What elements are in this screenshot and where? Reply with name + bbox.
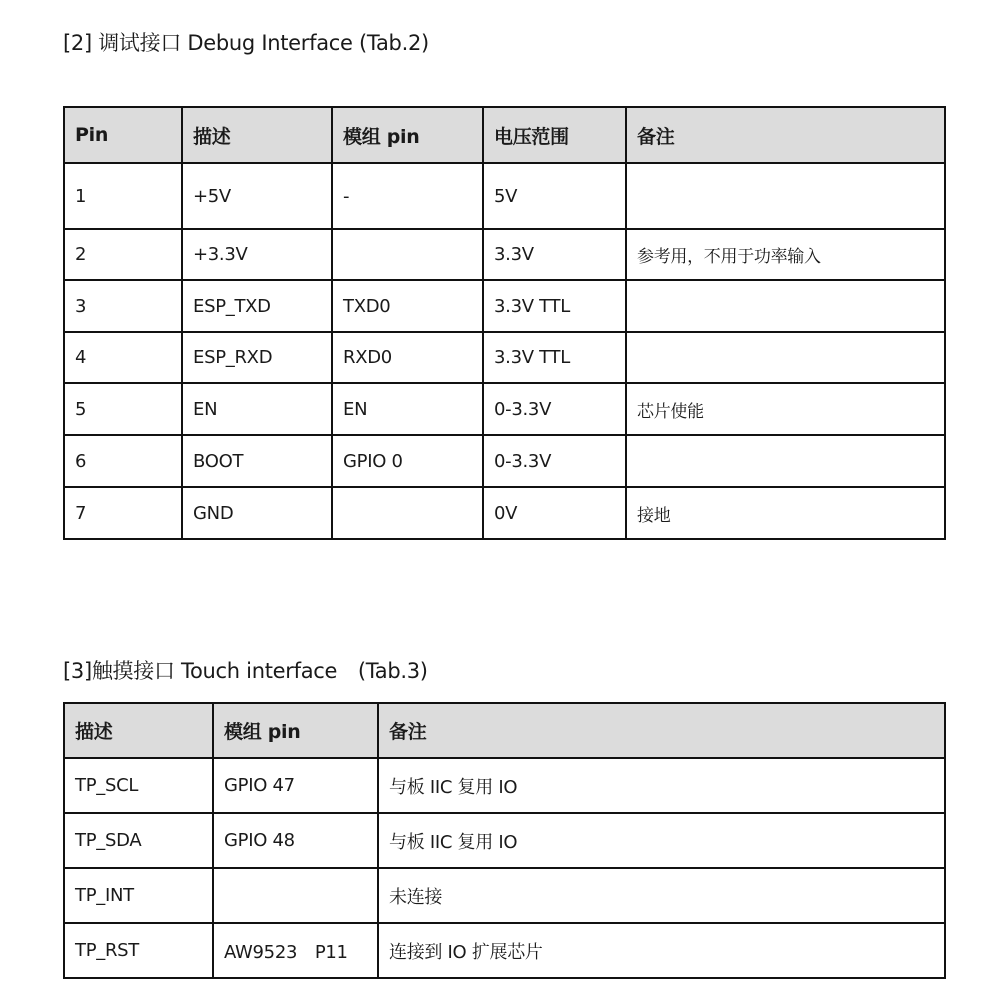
cell-description: ESP_TXD — [182, 280, 332, 332]
cell-voltage: 3.3V TTL — [483, 332, 626, 383]
table-header-row — [64, 107, 945, 163]
cell-module-pin: EN — [332, 383, 483, 435]
cell-description: GND — [182, 487, 332, 539]
cell-voltage: 0-3.3V — [483, 383, 626, 435]
table-row — [64, 487, 945, 539]
cell-note: 与板 IIC 复用 IO — [378, 813, 945, 868]
cell-note — [626, 163, 945, 229]
table-row — [64, 332, 945, 383]
cell-voltage: 3.3V — [483, 229, 626, 280]
cell-voltage: 0-3.3V — [483, 435, 626, 487]
cell-pin: 5 — [64, 383, 182, 435]
cell-description: TP_INT — [64, 868, 213, 923]
table-header-row — [64, 703, 945, 758]
cell-description: +5V — [182, 163, 332, 229]
cell-pin: 1 — [64, 163, 182, 229]
cell-description: ESP_RXD — [182, 332, 332, 383]
column-header-notes: 备注 — [378, 703, 945, 758]
cell-pin: 6 — [64, 435, 182, 487]
cell-pin: 7 — [64, 487, 182, 539]
table-row — [64, 163, 945, 229]
cell-note: 接地 — [626, 487, 945, 539]
cell-module-pin: AW9523 P11 — [213, 923, 378, 978]
cell-note — [626, 280, 945, 332]
touch-interface-table — [63, 702, 946, 979]
touch-interface-title: [3]触摸接口 Touch interface (Tab.3) — [63, 659, 428, 683]
table-row — [64, 758, 945, 813]
cell-module-pin — [332, 229, 483, 280]
cell-note: 连接到 IO 扩展芯片 — [378, 923, 945, 978]
cell-module-pin: - — [332, 163, 483, 229]
column-header-description: 描述 — [64, 703, 213, 758]
cell-module-pin: GPIO 0 — [332, 435, 483, 487]
table-row — [64, 435, 945, 487]
cell-description: +3.3V — [182, 229, 332, 280]
cell-module-pin: TXD0 — [332, 280, 483, 332]
column-header-description: 描述 — [182, 107, 332, 163]
table-row — [64, 229, 945, 280]
column-header-voltage-range: 电压范围 — [483, 107, 626, 163]
table-row — [64, 868, 945, 923]
cell-voltage: 5V — [483, 163, 626, 229]
table-row — [64, 383, 945, 435]
table-row — [64, 813, 945, 868]
cell-voltage: 3.3V TTL — [483, 280, 626, 332]
debug-interface-table — [63, 106, 946, 540]
cell-module-pin: RXD0 — [332, 332, 483, 383]
cell-module-pin — [332, 487, 483, 539]
cell-note: 未连接 — [378, 868, 945, 923]
cell-note — [626, 332, 945, 383]
cell-module-pin: GPIO 48 — [213, 813, 378, 868]
cell-voltage: 0V — [483, 487, 626, 539]
cell-note: 芯片使能 — [626, 383, 945, 435]
column-header-module-pin: 模组 pin — [332, 107, 483, 163]
table-row — [64, 280, 945, 332]
cell-pin: 3 — [64, 280, 182, 332]
column-header-pin: Pin — [64, 107, 182, 163]
cell-description: BOOT — [182, 435, 332, 487]
column-header-module-pin: 模组 pin — [213, 703, 378, 758]
cell-description: EN — [182, 383, 332, 435]
cell-note — [626, 435, 945, 487]
cell-description: TP_SCL — [64, 758, 213, 813]
cell-description: TP_SDA — [64, 813, 213, 868]
cell-pin: 4 — [64, 332, 182, 383]
cell-module-pin — [213, 868, 378, 923]
cell-pin: 2 — [64, 229, 182, 280]
debug-interface-title: [2] 调试接口 Debug Interface (Tab.2) — [63, 31, 429, 55]
column-header-notes: 备注 — [626, 107, 945, 163]
table-row — [64, 923, 945, 978]
cell-note: 与板 IIC 复用 IO — [378, 758, 945, 813]
cell-description: TP_RST — [64, 923, 213, 978]
cell-note: 参考用，不用于功率输入 — [626, 229, 945, 280]
cell-module-pin: GPIO 47 — [213, 758, 378, 813]
